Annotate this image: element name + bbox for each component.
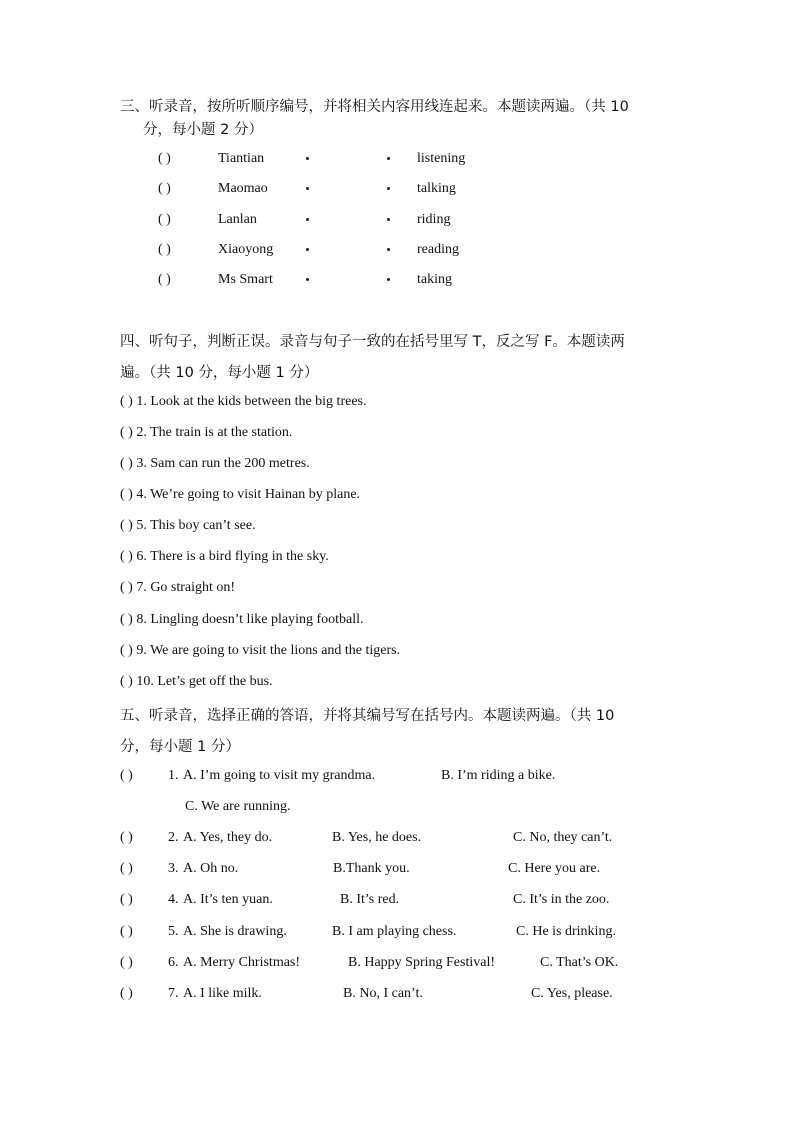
left-match-dot[interactable]: [306, 218, 309, 221]
list-item: ( ) 10. Let’s get off the bus.: [120, 674, 273, 689]
option-b: B. Happy Spring Festival!: [348, 955, 495, 970]
answer-paren[interactable]: ( ): [120, 986, 133, 1001]
answer-paren[interactable]: ( ): [158, 212, 171, 227]
right-match-dot[interactable]: [387, 278, 390, 281]
option-b: B. I am playing chess.: [332, 924, 457, 939]
option-a: A. Merry Christmas!: [183, 955, 301, 970]
activity-label: listening: [417, 151, 466, 166]
answer-paren[interactable]: ( ): [120, 892, 133, 907]
question-number: 4.: [168, 892, 179, 907]
section-4-title-line-1: 四、听句子，判断正误。录音与句子一致的在括号里写 T，反之写 F。本题读两: [120, 334, 625, 350]
list-item: ( ) 8. Lingling doesn’t like playing football.: [120, 612, 364, 627]
question-number: 3.: [168, 861, 179, 876]
section-4-title-line-2: 遍。（共 10 分，每小题 1 分）: [120, 365, 319, 381]
option-c: C. He is drinking.: [516, 924, 616, 939]
activity-label: talking: [417, 181, 456, 196]
answer-paren[interactable]: ( ): [158, 242, 171, 257]
answer-paren[interactable]: ( ): [158, 181, 171, 196]
option-b: B. No, I can’t.: [343, 986, 423, 1001]
option-a: A. Oh no.: [183, 861, 239, 876]
question-number: 7.: [168, 986, 179, 1001]
option-a: A. I like milk.: [183, 986, 262, 1001]
name-label: Tiantian: [218, 151, 265, 166]
option-c: C. Yes, please.: [531, 986, 613, 1001]
right-match-dot[interactable]: [387, 187, 390, 190]
left-match-dot[interactable]: [306, 248, 309, 251]
list-item: ( ) 7. Go straight on!: [120, 580, 236, 595]
answer-paren[interactable]: ( ): [120, 768, 133, 783]
list-item: ( ) 3. Sam can run the 200 metres.: [120, 456, 310, 471]
option-a: A. I’m going to visit my grandma.: [183, 768, 376, 783]
section-3-title-line-2: 分，每小题 2 分）: [143, 122, 263, 138]
answer-paren[interactable]: ( ): [158, 272, 171, 287]
left-match-dot[interactable]: [306, 278, 309, 281]
question-number: 2.: [168, 830, 179, 845]
section-5-title-line-2: 分，每小题 1 分）: [120, 739, 240, 755]
left-match-dot[interactable]: [306, 187, 309, 190]
name-label: Lanlan: [218, 212, 257, 227]
option-b: B. It’s red.: [340, 892, 400, 907]
answer-paren[interactable]: ( ): [120, 955, 133, 970]
option-c: C. Here you are.: [508, 861, 601, 876]
right-match-dot[interactable]: [387, 157, 390, 160]
answer-paren[interactable]: ( ): [120, 830, 133, 845]
option-a: A. Yes, they do.: [183, 830, 273, 845]
activity-label: reading: [417, 242, 459, 257]
list-item: ( ) 5. This boy can’t see.: [120, 518, 256, 533]
name-label: Ms Smart: [218, 272, 273, 287]
option-c: C. That’s OK.: [540, 955, 619, 970]
right-match-dot[interactable]: [387, 248, 390, 251]
option-c: C. We are running.: [185, 799, 291, 814]
answer-paren[interactable]: ( ): [120, 861, 133, 876]
list-item: ( ) 9. We are going to visit the lions and the tigers.: [120, 643, 401, 658]
question-number: 1.: [168, 768, 179, 783]
activity-label: taking: [417, 272, 452, 287]
activity-label: riding: [417, 212, 451, 227]
option-c: C. It’s in the zoo.: [513, 892, 610, 907]
option-a: A. She is drawing.: [183, 924, 287, 939]
name-label: Maomao: [218, 181, 268, 196]
question-number: 5.: [168, 924, 179, 939]
list-item: ( ) 6. There is a bird flying in the sky.: [120, 549, 329, 564]
option-a: A. It’s ten yuan.: [183, 892, 273, 907]
list-item: ( ) 4. We’re going to visit Hainan by plane.: [120, 487, 361, 502]
right-match-dot[interactable]: [387, 218, 390, 221]
section-5-title-line-1: 五、听录音，选择正确的答语，并将其编号写在括号内。本题读两遍。（共 10: [120, 708, 615, 724]
option-b: B.Thank you.: [333, 861, 410, 876]
name-label: Xiaoyong: [218, 242, 274, 257]
question-number: 6.: [168, 955, 179, 970]
answer-paren[interactable]: ( ): [158, 151, 171, 166]
section-3-title-line-1: 三、听录音，按所听顺序编号，并将相关内容用线连起来。本题读两遍。（共 10: [120, 99, 629, 115]
option-c: C. No, they can’t.: [513, 830, 613, 845]
answer-paren[interactable]: ( ): [120, 924, 133, 939]
option-b: B. Yes, he does.: [332, 830, 422, 845]
left-match-dot[interactable]: [306, 157, 309, 160]
list-item: ( ) 2. The train is at the station.: [120, 425, 293, 440]
list-item: ( ) 1. Look at the kids between the big trees.: [120, 394, 367, 409]
option-b: B. I’m riding a bike.: [441, 768, 556, 783]
